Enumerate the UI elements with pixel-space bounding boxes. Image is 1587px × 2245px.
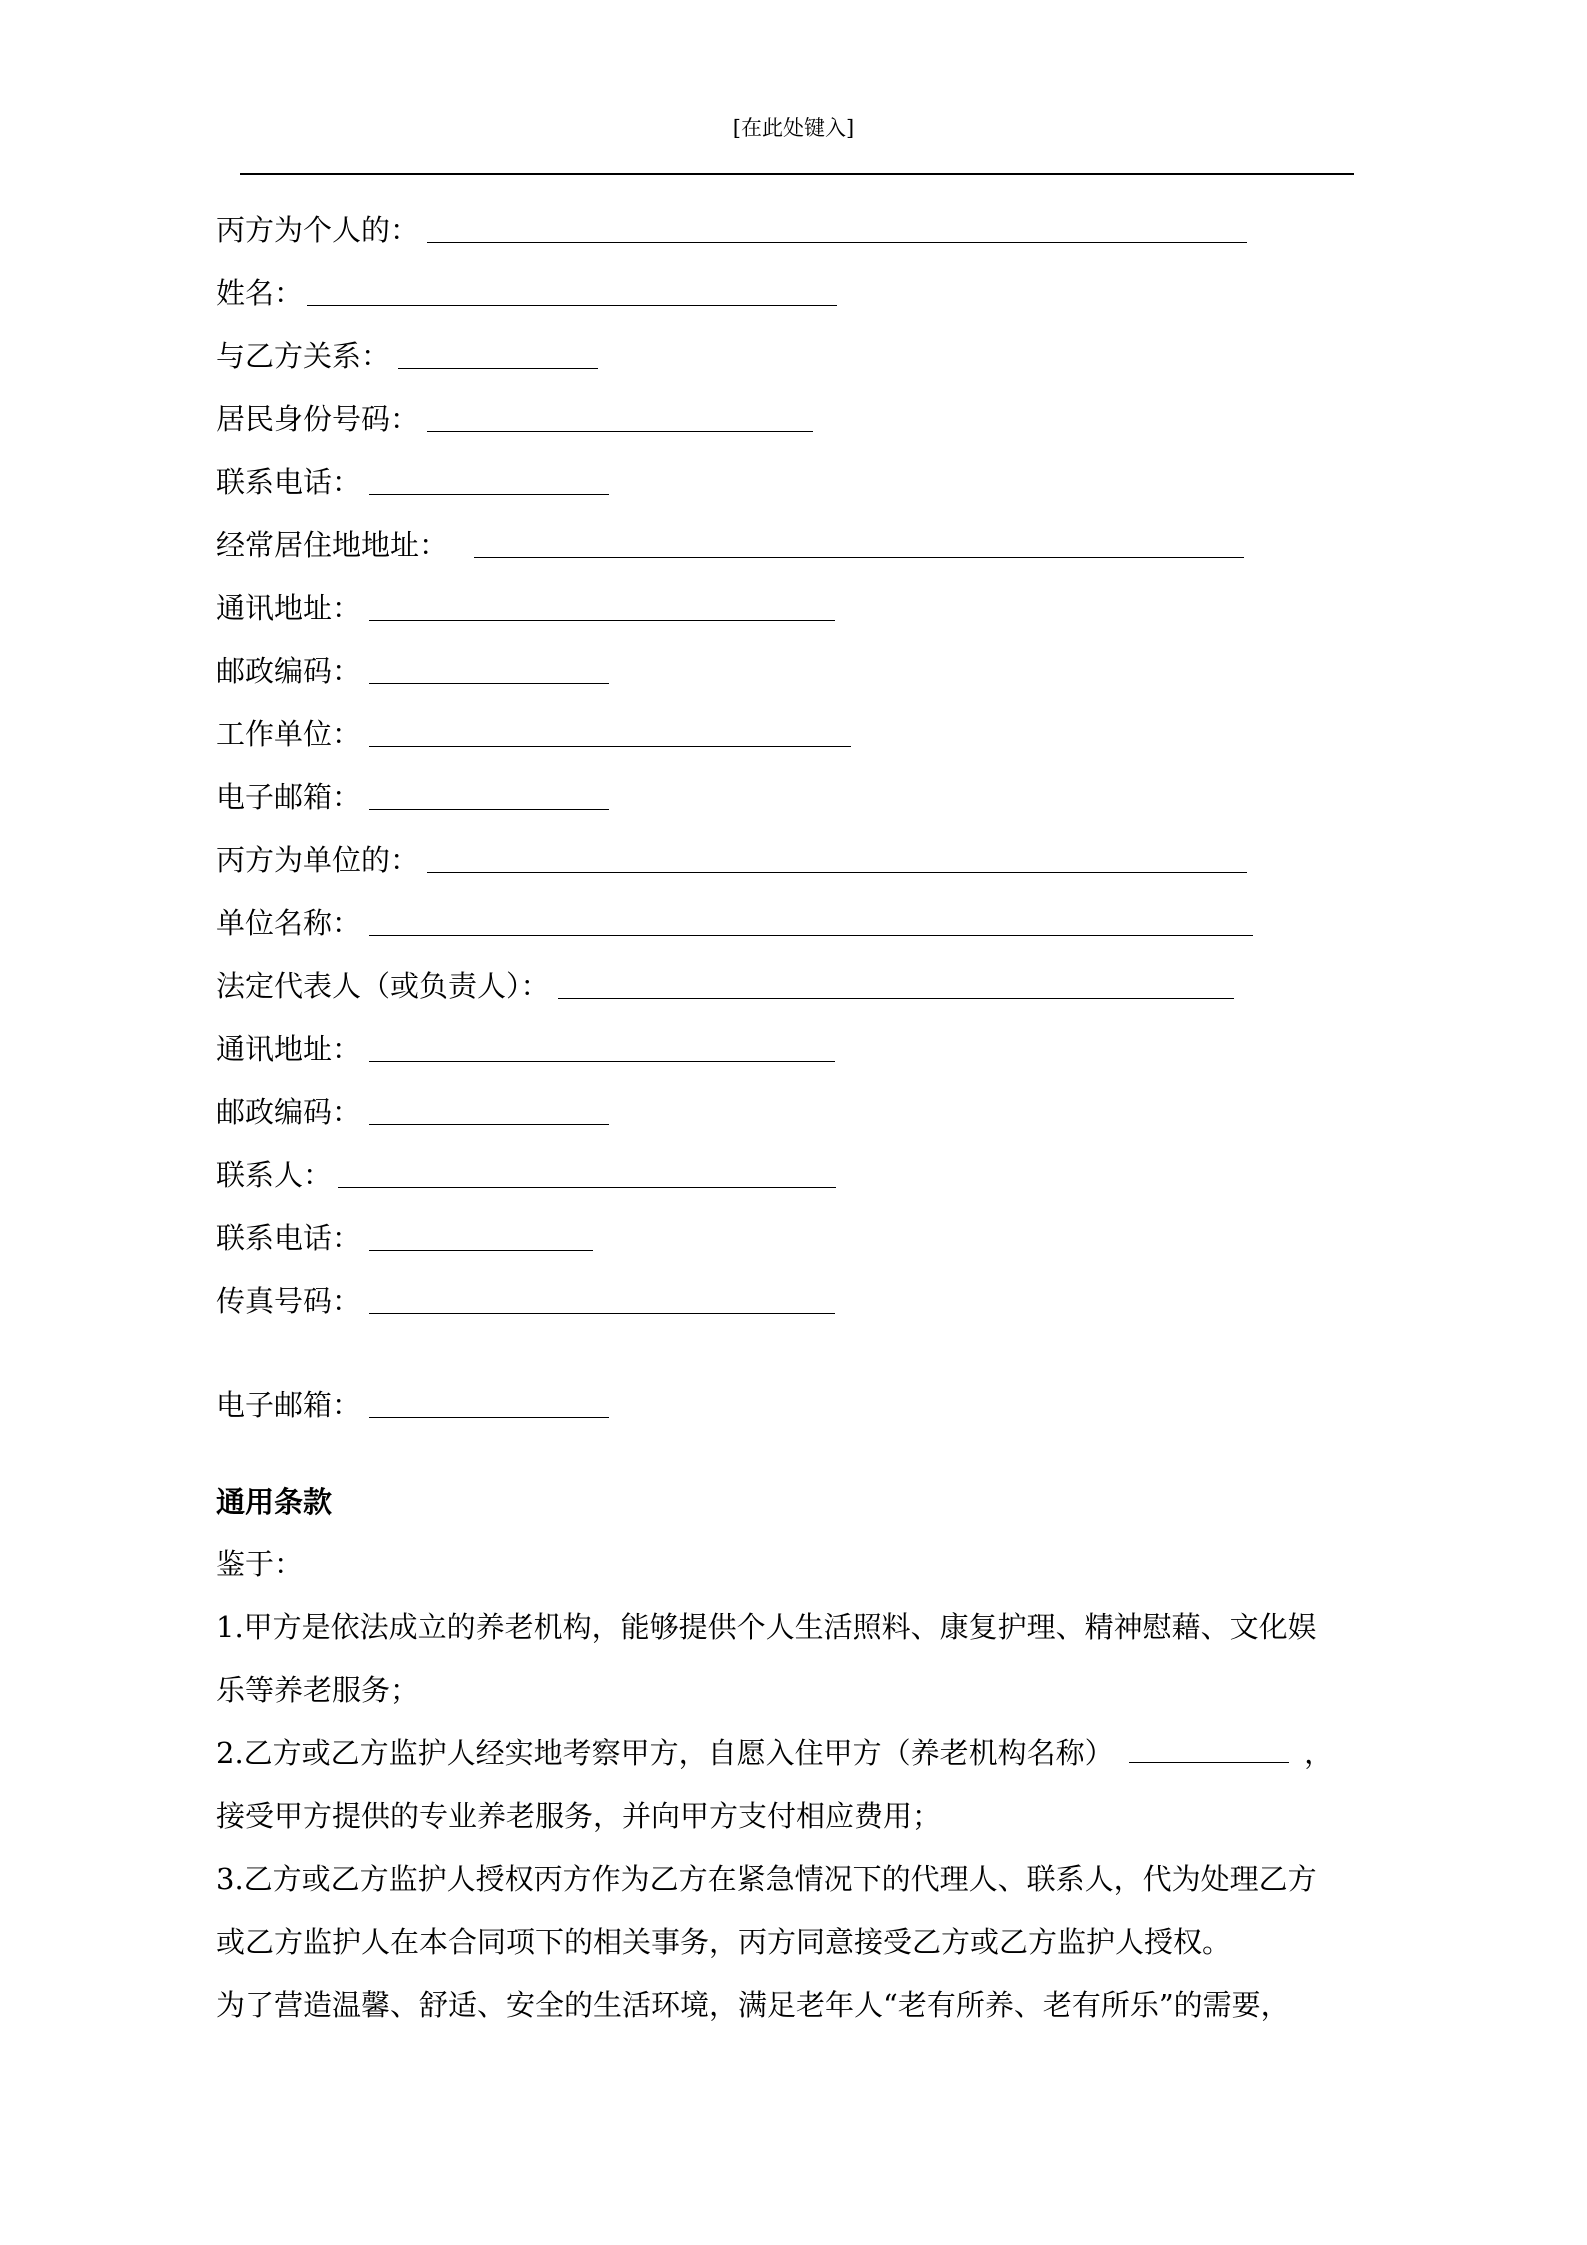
field-label: 与乙方关系： <box>216 339 391 373</box>
clause-1-line-1: 1.甲方是依法成立的养老机构，能够提供个人生活照料、康复护理、精神慰藉、文化娱 <box>216 1610 1317 1644</box>
clause-2-text: 2.乙方或乙方监护人经实地考察甲方，自愿入住甲方（养老机构名称） <box>216 1736 1114 1770</box>
fill-blank[interactable] <box>427 431 813 432</box>
field-org-name <box>216 898 1253 942</box>
fill-blank[interactable] <box>369 1250 593 1251</box>
clause-2-punct: ， <box>1304 1736 1334 1770</box>
field-party-c-organization <box>216 835 1247 879</box>
fill-blank[interactable] <box>369 809 609 810</box>
field-label: 丙方为单位的： <box>216 843 420 877</box>
clause-2-line-2: 接受甲方提供的专业养老服务，并向甲方支付相应费用； <box>216 1799 942 1833</box>
field-label: 丙方为个人的： <box>216 213 420 247</box>
fill-blank[interactable] <box>369 935 1253 936</box>
field-label: 联系电话： <box>216 465 362 499</box>
fill-blank[interactable] <box>474 557 1244 558</box>
field-label: 联系人： <box>216 1158 333 1192</box>
field-contact-person <box>216 1150 836 1194</box>
page-header: [在此处键入] <box>732 116 855 140</box>
field-fax <box>216 1276 835 1320</box>
clause-3-line-2: 或乙方监护人在本合同项下的相关事务，丙方同意接受乙方或乙方监护人授权。 <box>216 1925 1232 1959</box>
fill-blank[interactable] <box>427 242 1247 243</box>
field-id-number <box>216 394 813 438</box>
field-label: 单位名称： <box>216 906 362 940</box>
fill-blank[interactable] <box>369 1124 609 1125</box>
fill-blank[interactable] <box>427 872 1247 873</box>
fill-blank[interactable] <box>369 1313 835 1314</box>
header-rule <box>240 173 1354 175</box>
field-email <box>216 772 609 816</box>
field-org-phone <box>216 1213 593 1257</box>
fill-blank[interactable] <box>369 683 609 684</box>
clause-3-line-1: 3.乙方或乙方监护人授权丙方作为乙方在紧急情况下的代理人、联系人，代为处理乙方 <box>216 1862 1317 1896</box>
field-label: 经常居住地地址： <box>216 528 449 562</box>
field-employer <box>216 709 851 753</box>
field-name <box>216 268 837 312</box>
field-mailing-address <box>216 583 835 627</box>
field-label: 通讯地址： <box>216 1032 362 1066</box>
field-label: 传真号码： <box>216 1284 362 1318</box>
fill-blank[interactable] <box>307 305 837 306</box>
field-residence-address <box>216 520 1244 564</box>
field-org-mailing-address <box>216 1024 835 1068</box>
field-label: 工作单位： <box>216 717 362 751</box>
fill-blank[interactable] <box>369 1061 835 1062</box>
field-label: 通讯地址： <box>216 591 362 625</box>
fill-blank[interactable] <box>369 494 609 495</box>
field-label: 姓名： <box>216 276 304 310</box>
field-label: 联系电话： <box>216 1221 362 1255</box>
field-label: 邮政编码： <box>216 654 362 688</box>
general-terms-heading: 通用条款 <box>216 1485 333 1519</box>
fill-blank[interactable] <box>338 1187 836 1188</box>
field-party-c-individual <box>216 205 1247 249</box>
field-postal-code <box>216 646 609 690</box>
fill-blank[interactable] <box>558 998 1234 999</box>
fill-blank[interactable] <box>369 1417 609 1418</box>
field-label: 邮政编码： <box>216 1095 362 1129</box>
field-relationship <box>216 331 598 375</box>
purpose-line-1: 为了营造温馨、舒适、安全的生活环境，满足老年人“老有所养、老有所乐”的需要， <box>216 1988 1290 2022</box>
field-legal-representative <box>216 961 1234 1005</box>
field-label: 居民身份号码： <box>216 402 420 436</box>
clause-2-line-1 <box>216 1722 1426 1785</box>
field-org-postal-code <box>216 1087 609 1131</box>
fill-blank[interactable] <box>398 368 598 369</box>
field-label: 电子邮箱： <box>216 1388 362 1422</box>
terms-intro: 鉴于： <box>216 1547 304 1581</box>
fill-blank[interactable] <box>369 746 851 747</box>
field-org-email <box>216 1380 609 1424</box>
field-label: 电子邮箱： <box>216 780 362 814</box>
clause-1-line-2: 乐等养老服务； <box>216 1673 420 1707</box>
institution-name-blank[interactable] <box>1129 1736 1289 1763</box>
field-label: 法定代表人（或负责人）： <box>216 969 550 1003</box>
field-phone <box>216 457 609 501</box>
fill-blank[interactable] <box>369 620 835 621</box>
